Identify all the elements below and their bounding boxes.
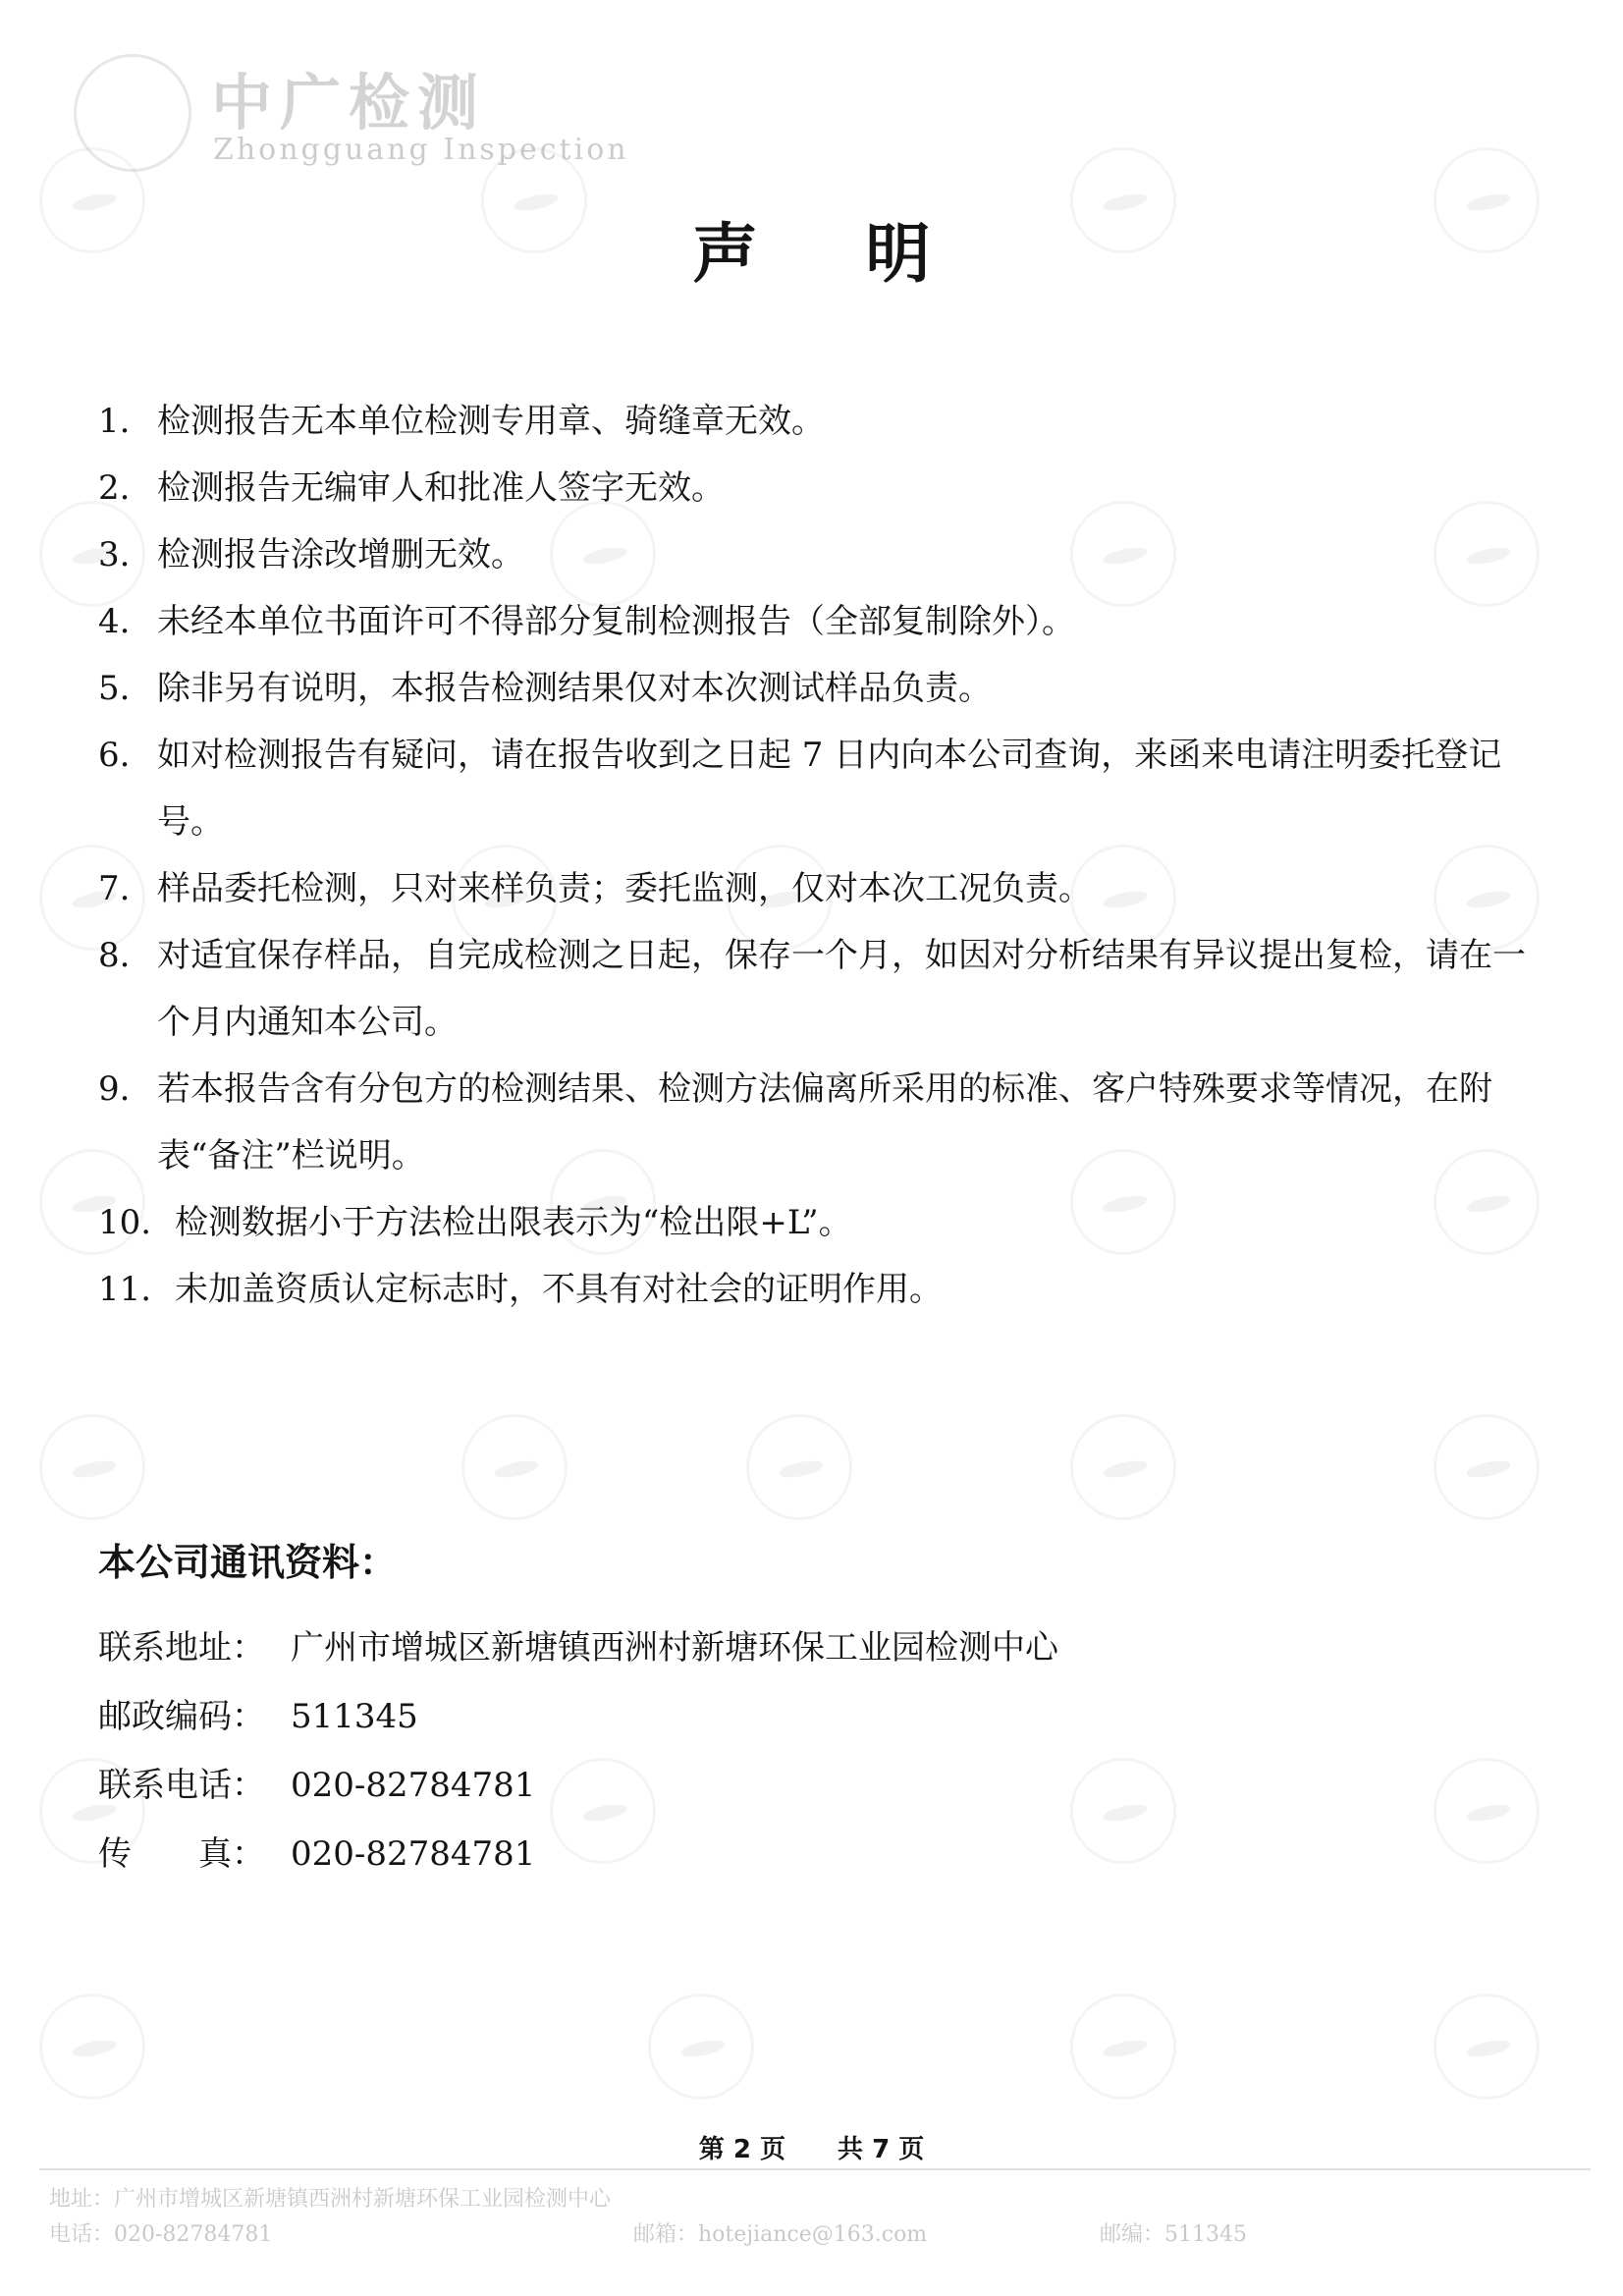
watermark-seal	[1070, 1758, 1176, 1864]
item-number: 3.	[98, 535, 131, 574]
declaration-item	[98, 455, 1532, 521]
declaration-item	[98, 722, 1532, 855]
item-number: 8.	[98, 936, 131, 975]
fax-label: 传 真：	[98, 1834, 265, 1874]
phone-value: 020-82784781	[291, 1766, 536, 1805]
page-number	[0, 2129, 1623, 2165]
footer-phone: 电话：020-82784781	[49, 2222, 273, 2247]
contact-heading: 本公司通讯资料：	[98, 1541, 398, 1584]
declaration-item	[98, 388, 1532, 455]
footer-address: 地址：广州市增城区新塘镇西洲村新塘环保工业园检测中心	[49, 2187, 612, 2212]
item-text: 检测数据小于方法检出限表示为“检出限+L”。	[175, 1203, 852, 1242]
item-text: 如对检测报告有疑问，请在报告收到之日起 7 日内向本公司查询，来函来电请注明委托登记号。	[157, 736, 1502, 842]
declaration-item	[98, 855, 1532, 922]
phone-label: 联系电话：	[98, 1766, 265, 1805]
watermark-seal	[39, 1414, 145, 1520]
company-logo	[74, 44, 629, 172]
watermark-seal	[39, 1994, 145, 2100]
item-number: 7.	[98, 869, 131, 908]
contact-postcode-row	[98, 1682, 1058, 1751]
footer-postcode: 邮编：511345	[1100, 2222, 1247, 2247]
item-number: 1.	[98, 402, 131, 441]
item-number: 5.	[98, 669, 131, 708]
declaration-item	[98, 922, 1532, 1056]
watermark-seal	[461, 1414, 568, 1520]
declaration-item	[98, 1056, 1532, 1189]
item-number: 10.	[98, 1203, 152, 1242]
footer-contact-row	[49, 2217, 1581, 2253]
watermark-seal	[648, 1994, 754, 2100]
page-footer	[49, 2182, 1581, 2253]
watermark-seal	[1434, 1758, 1540, 1864]
watermark-seal	[1070, 1994, 1176, 2100]
watermark-seal	[746, 1414, 852, 1520]
logo-english-name: Zhongguang Inspection	[213, 133, 629, 167]
item-text: 除非另有说明，本报告检测结果仅对本次测试样品负责。	[157, 669, 992, 708]
declaration-item	[98, 1189, 1532, 1256]
item-text: 对适宜保存样品，自完成检测之日起，保存一个月，如因对分析结果有异议提出复检，请在一个月内通知本公司。	[157, 936, 1526, 1042]
item-number: 6.	[98, 736, 131, 775]
watermark-seal	[1434, 1994, 1540, 2100]
item-number: 2.	[98, 468, 131, 508]
contact-info	[98, 1613, 1058, 1888]
footer-divider	[39, 2168, 1591, 2170]
contact-phone-row	[98, 1751, 1058, 1820]
declaration-list	[98, 388, 1532, 1323]
fax-value: 020-82784781	[291, 1834, 536, 1874]
item-text: 样品委托检测，只对来样负责；委托监测，仅对本次工况负责。	[157, 869, 1092, 908]
address-label: 联系地址：	[98, 1628, 265, 1667]
item-text: 未经本单位书面许可不得部分复制检测报告（全部复制除外）。	[157, 602, 1075, 641]
item-number: 11.	[98, 1270, 152, 1309]
watermark-seal	[1070, 1414, 1176, 1520]
item-number: 9.	[98, 1069, 131, 1109]
item-text: 检测报告涂改增删无效。	[157, 535, 524, 574]
page-title: 声明	[692, 216, 1039, 292]
item-text: 检测报告无编审人和批准人签字无效。	[157, 468, 725, 508]
postcode-label: 邮政编码：	[98, 1697, 265, 1736]
item-text: 未加盖资质认定标志时，不具有对社会的证明作用。	[175, 1270, 943, 1309]
declaration-item	[98, 655, 1532, 722]
declaration-item	[98, 1256, 1532, 1323]
item-text: 若本报告含有分包方的检测结果、检测方法偏离所采用的标准、客户特殊要求等情况，在附表“备注”栏说明。	[157, 1069, 1492, 1175]
item-text: 检测报告无本单位检测专用章、骑缝章无效。	[157, 402, 825, 441]
current-page: 第 2 页	[698, 2135, 785, 2164]
footer-address-row	[49, 2182, 1581, 2217]
logo-chinese-name: 中广检测	[211, 67, 487, 138]
logo-seal-icon	[74, 54, 191, 172]
contact-fax-row	[98, 1820, 1058, 1888]
item-number: 4.	[98, 602, 131, 641]
contact-address-row	[98, 1613, 1058, 1682]
declaration-item	[98, 521, 1532, 588]
declaration-item	[98, 588, 1532, 655]
total-pages: 共 7 页	[838, 2135, 925, 2164]
address-value: 广州市增城区新塘镇西洲村新塘环保工业园检测中心	[291, 1628, 1058, 1667]
postcode-value: 511345	[291, 1697, 418, 1736]
footer-email: 邮箱：hotejiance@163.com	[633, 2222, 928, 2247]
watermark-seal	[1434, 1414, 1540, 1520]
